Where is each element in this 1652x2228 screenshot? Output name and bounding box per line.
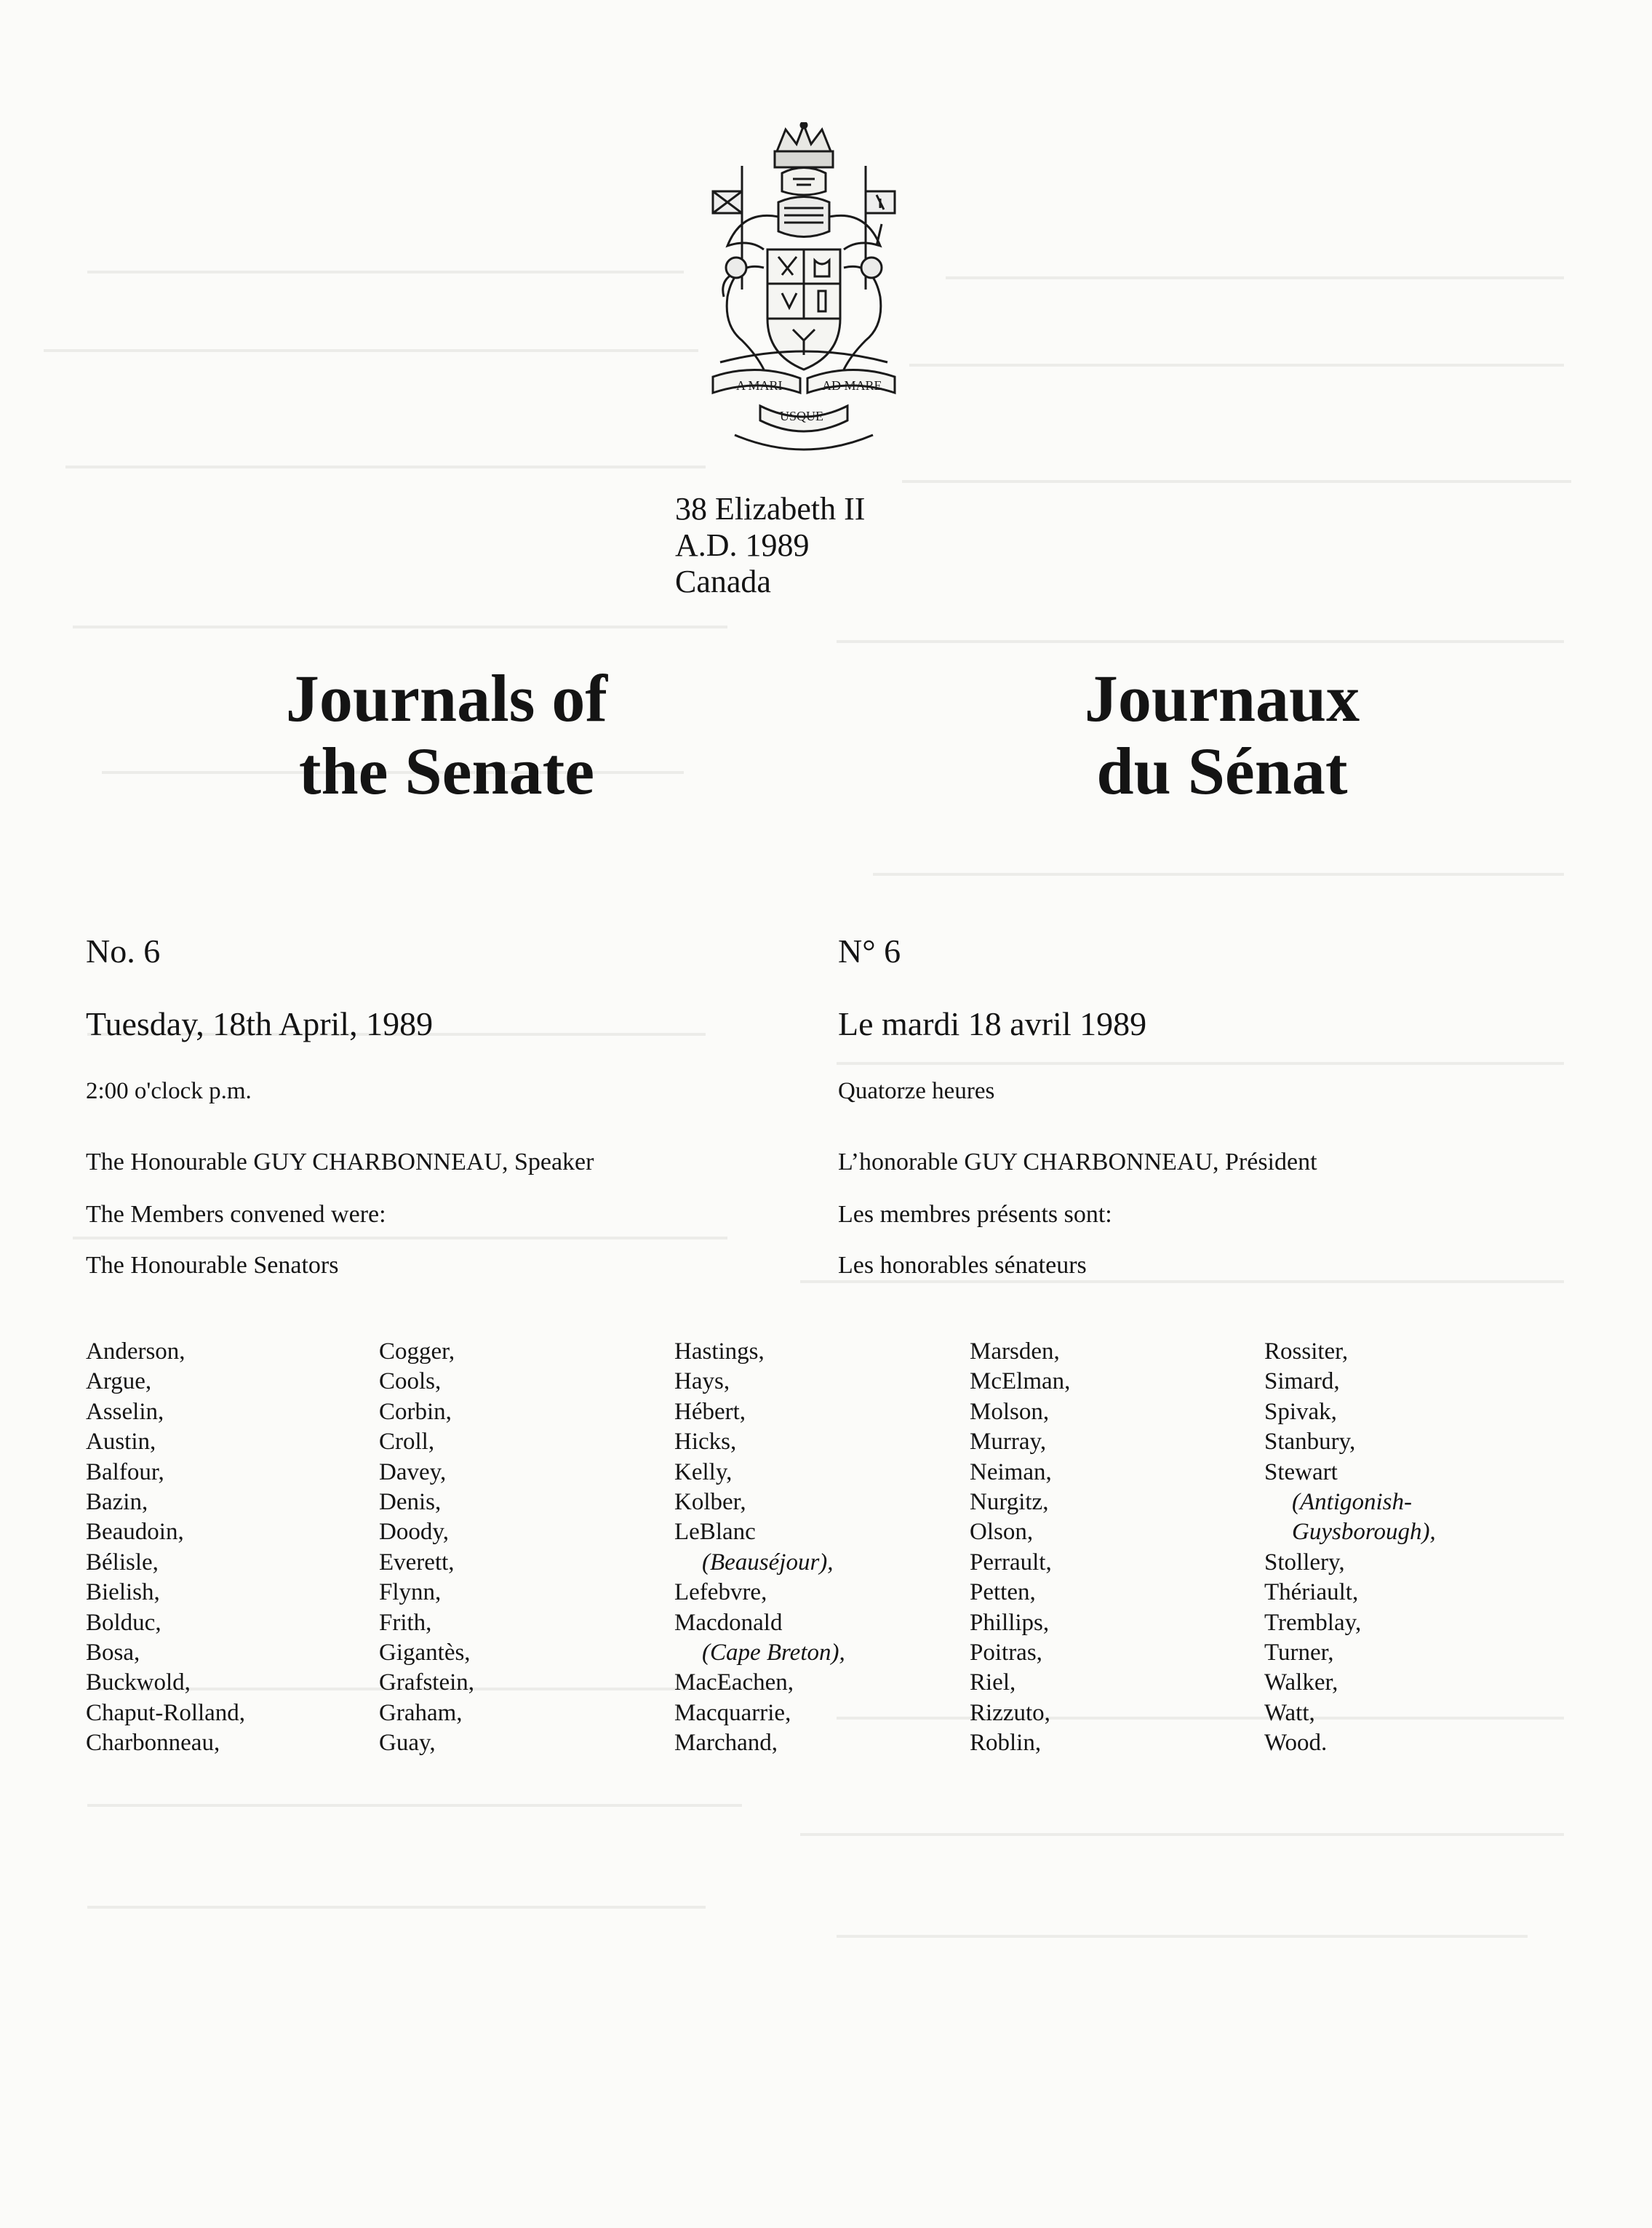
sitting-date-en: Tuesday, 18th April, 1989 xyxy=(86,1005,434,1042)
country: Canada xyxy=(675,564,771,599)
senator-name: MacEachen, xyxy=(674,1669,794,1696)
senator-name: Rizzuto, xyxy=(970,1699,1050,1726)
ad-year: A.D. 1989 xyxy=(675,527,810,563)
senator-name: Flynn, xyxy=(379,1579,442,1606)
senator-name: Olson, xyxy=(970,1519,1034,1546)
senator-name: Riel, xyxy=(970,1669,1016,1696)
senator-name: Cools, xyxy=(379,1368,442,1395)
sitting-number-fr: N° 6 xyxy=(838,933,901,970)
senator-name: Asselin, xyxy=(86,1398,164,1425)
senator-name: Bazin, xyxy=(86,1488,148,1515)
senator-name: LeBlanc xyxy=(674,1519,756,1546)
senator-division: (Cape Breton), xyxy=(702,1639,845,1666)
senator-name: McElman, xyxy=(970,1368,1071,1395)
senator-division: (Beauséjour), xyxy=(702,1549,834,1576)
senator-name: Corbin, xyxy=(379,1398,452,1425)
motto-right: AD MARE xyxy=(822,378,882,393)
senator-name: Marsden, xyxy=(970,1338,1060,1365)
senator-name: Neiman, xyxy=(970,1458,1052,1485)
senator-name: Perrault, xyxy=(970,1549,1052,1576)
senators-heading-fr: Les honorables sénateurs xyxy=(838,1252,1087,1279)
senator-name: Beaudoin, xyxy=(86,1519,184,1546)
senator-name: Everett, xyxy=(379,1549,455,1576)
senator-name: Guay, xyxy=(379,1730,436,1757)
senator-name: Austin, xyxy=(86,1429,156,1456)
title-english xyxy=(192,662,701,807)
title-english-line1: Journals of xyxy=(285,661,608,735)
title-french-line2: du Sénat xyxy=(1096,734,1348,808)
speaker-line-en: The Honourable GUY CHARBONNEAU, Speaker xyxy=(86,1149,594,1175)
senator-name: Stollery, xyxy=(1264,1549,1345,1576)
senator-name: Macquarrie, xyxy=(674,1699,791,1726)
senator-name: Kolber, xyxy=(674,1488,746,1515)
motto-left: A MARI xyxy=(736,378,783,393)
senator-name: Nurgitz, xyxy=(970,1488,1049,1515)
senators-column-2 xyxy=(379,1337,670,1758)
senator-name: Balfour, xyxy=(86,1458,164,1485)
senator-name: Lefebvre, xyxy=(674,1579,767,1606)
title-french-line1: Journaux xyxy=(1084,661,1360,735)
senator-name: Frith, xyxy=(379,1609,432,1636)
senator-name: Walker, xyxy=(1264,1669,1338,1696)
senator-name: Davey, xyxy=(379,1458,447,1485)
senator-name: Cogger, xyxy=(379,1338,455,1365)
senators-column-1 xyxy=(86,1337,377,1758)
senator-name: Molson, xyxy=(970,1398,1050,1425)
senator-name: Anderson, xyxy=(86,1338,185,1365)
sitting-time-fr: Quatorze heures xyxy=(838,1078,995,1104)
canada-coat-of-arms xyxy=(691,122,917,464)
senator-name: Phillips, xyxy=(970,1609,1050,1636)
senator-name: Hébert, xyxy=(674,1398,746,1425)
senator-division: Guysborough), xyxy=(1292,1519,1436,1546)
senator-name: Graham, xyxy=(379,1699,463,1726)
title-french xyxy=(967,662,1477,807)
sitting-number-en: No. 6 xyxy=(86,933,161,970)
senator-name: Rossiter, xyxy=(1264,1338,1349,1365)
senator-name: Stewart xyxy=(1264,1458,1338,1485)
senator-name: Poitras, xyxy=(970,1639,1042,1666)
senator-name: Thériault, xyxy=(1264,1579,1359,1606)
senator-division: (Antigonish- xyxy=(1292,1488,1412,1515)
senator-name: Doody, xyxy=(379,1519,449,1546)
senator-name: Hays, xyxy=(674,1368,730,1395)
senator-name: Buckwold, xyxy=(86,1669,191,1696)
senator-name: Bielish, xyxy=(86,1579,160,1606)
senator-name: Roblin, xyxy=(970,1730,1042,1757)
convened-line-fr: Les membres présents sont: xyxy=(838,1201,1112,1228)
senator-name: Grafstein, xyxy=(379,1669,475,1696)
senator-name: Denis, xyxy=(379,1488,442,1515)
convened-line-en: The Members convened were: xyxy=(86,1201,386,1228)
senator-name: Bélisle, xyxy=(86,1549,159,1576)
sitting-date-fr: Le mardi 18 avril 1989 xyxy=(838,1005,1147,1042)
senators-heading-en: The Honourable Senators xyxy=(86,1252,339,1279)
senator-name: Chaput-Rolland, xyxy=(86,1699,246,1726)
senator-name: Croll, xyxy=(379,1429,435,1456)
title-english-line2: the Senate xyxy=(298,734,595,808)
senator-name: Watt, xyxy=(1264,1699,1315,1726)
senator-name: Argue, xyxy=(86,1368,152,1395)
senator-name: Petten, xyxy=(970,1579,1036,1606)
senator-name: Macdonald xyxy=(674,1609,783,1636)
senators-column-4 xyxy=(970,1337,1261,1758)
senators-column-3 xyxy=(674,1337,965,1758)
senator-name: Turner, xyxy=(1264,1639,1334,1666)
senator-name: Tremblay, xyxy=(1264,1609,1362,1636)
senator-name: Bosa, xyxy=(86,1639,140,1666)
senator-name: Gigantès, xyxy=(379,1639,471,1666)
speaker-line-fr: L’honorable GUY CHARBONNEAU, Président xyxy=(838,1149,1317,1175)
senator-name: Stanbury, xyxy=(1264,1429,1356,1456)
senator-name: Wood. xyxy=(1264,1730,1328,1757)
senator-name: Spivak, xyxy=(1264,1398,1337,1425)
senator-name: Hicks, xyxy=(674,1429,737,1456)
senator-name: Bolduc, xyxy=(86,1609,161,1636)
regnal-year: 38 Elizabeth II xyxy=(675,491,866,527)
senator-name: Marchand, xyxy=(674,1730,778,1757)
senator-name: Charbonneau, xyxy=(86,1730,220,1757)
senator-name: Kelly, xyxy=(674,1458,733,1485)
senator-name: Simard, xyxy=(1264,1368,1340,1395)
senator-name: Hastings, xyxy=(674,1338,765,1365)
sitting-time-en: 2:00 o'clock p.m. xyxy=(86,1078,252,1104)
motto-bottom: USQUE xyxy=(780,409,824,423)
senators-column-5 xyxy=(1264,1337,1555,1758)
senator-name: Murray, xyxy=(970,1429,1047,1456)
